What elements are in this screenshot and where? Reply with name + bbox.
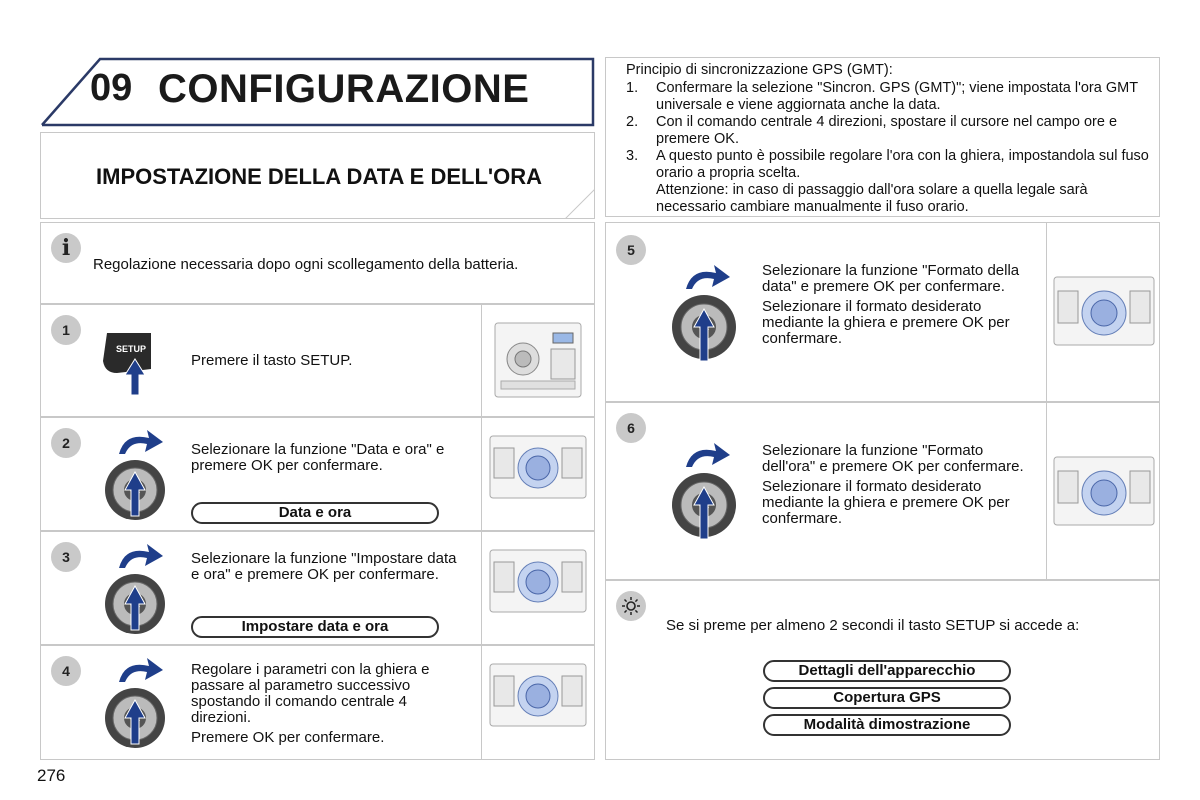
tip-text: Se si preme per almeno 2 secondi il tasto SETUP si accede a: [666, 617, 1080, 634]
step-number: 2 [51, 428, 81, 458]
radio-unit-illustration [493, 321, 583, 399]
list-item: 1. Confermare la selezione "Sincron. GPS (GMT)"; viene impostata l'ora GMT universale e viene aggiornata anche la data. [626, 80, 1138, 113]
menu-option-impostare-data-e-ora: Impostare data e ora [191, 616, 439, 638]
menu-option-dettagli: Dettagli dell'apparecchio [763, 660, 1011, 682]
chapter-title: CONFIGURAZIONE [158, 67, 530, 111]
step-text: Selezionare la funzione "Impostare data e ora" e premere OK per confermare. [191, 550, 457, 583]
sync-list [626, 80, 1156, 216]
step-6 [605, 402, 1160, 580]
step-text: Selezionare la funzione "Data e ora" e premere OK per confermare. [191, 441, 445, 474]
step-text: Premere il tasto SETUP. [191, 352, 353, 369]
step-number: 1 [51, 315, 81, 345]
knob-icon [103, 652, 167, 758]
menu-option-copertura-gps: Copertura GPS [763, 687, 1011, 709]
section-title: IMPOSTAZIONE DELLA DATA E DELL'ORA [96, 164, 543, 189]
step-2 [40, 417, 595, 531]
step-5 [605, 222, 1160, 402]
list-item: 3. A questo punto è possibile regolare l'ora con la ghiera, impostandola sul fuso orario a propria scelta. [626, 148, 1149, 181]
setup-key-label: SETUP [116, 344, 147, 354]
radio-unit-illustration [488, 548, 588, 614]
knob-icon [670, 437, 738, 547]
info-text: Regolazione necessaria dopo ogni scollegamento della batteria. [93, 256, 519, 273]
step-text: Regolare i parametri con la ghiera e passare al parametro successivo spostando il comando centrale 4 direzioni. Premere OK per confermare. [191, 661, 430, 746]
radio-unit-illustration [488, 434, 588, 500]
radio-unit-illustration [488, 662, 588, 728]
knob-icon [103, 538, 167, 644]
step-number: 5 [616, 235, 646, 265]
sync-note: Attenzione: in caso di passaggio dall'ora solare a quella legale sarà necessario cambiare manualmente il fuso orario. [656, 182, 1088, 215]
step-1 [40, 304, 595, 417]
list-item: 2. Con il comando centrale 4 direzioni, spostare il cursore nel campo ore e premere OK. [626, 114, 1118, 147]
gps-sync-box [605, 57, 1160, 217]
knob-icon [103, 424, 167, 530]
step-number: 6 [616, 413, 646, 443]
step-4 [40, 645, 595, 760]
radio-unit-illustration [1052, 455, 1156, 527]
menu-option-data-e-ora: Data e ora [191, 502, 439, 524]
corner-fold [535, 189, 595, 219]
info-icon: i [51, 233, 81, 263]
tip-sun-icon [616, 591, 646, 621]
section-title-box [40, 132, 595, 219]
tip-box [605, 580, 1160, 760]
step-text: Selezionare la funzione "Formato della data" e premere OK per confermare. Selezionare il formato desiderato mediante la ghiera e premere OK per confermare. [762, 262, 1020, 347]
info-box [40, 222, 595, 304]
chapter-header [40, 57, 595, 127]
step-number: 4 [51, 656, 81, 686]
sync-intro: Principio di sincronizzazione GPS (GMT): [626, 62, 893, 78]
setup-key-icon [99, 329, 159, 397]
step-3 [40, 531, 595, 645]
step-text: Selezionare la funzione "Formato dell'ora" e premere OK per confermare. Selezionare il formato desiderato mediante la ghiera e premere OK per confermare. [762, 442, 1024, 527]
menu-option-modalita-dimostrazione: Modalità dimostrazione [763, 714, 1011, 736]
page-number: 276 [37, 766, 66, 785]
radio-unit-illustration [1052, 275, 1156, 347]
knob-icon [670, 259, 738, 369]
step-number: 3 [51, 542, 81, 572]
chapter-number: 09 [90, 67, 133, 109]
